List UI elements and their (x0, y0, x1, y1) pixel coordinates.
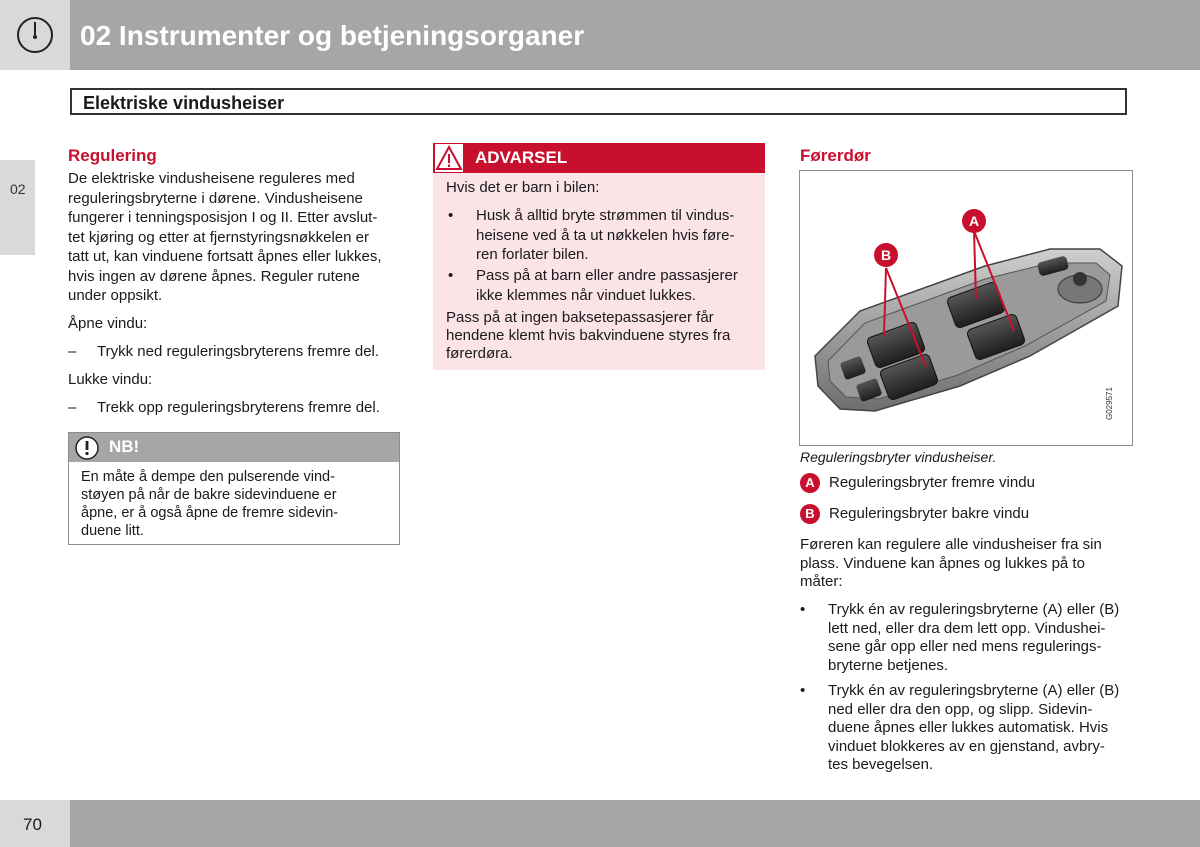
figure-code: G029571 (1105, 387, 1114, 420)
nb-line: duene litt. (81, 523, 144, 539)
warning-bullet-line: heisene ved å ta ut nøkkelen hvis føre- (476, 226, 735, 244)
footer-bar (70, 800, 1200, 847)
warning-bullet-line: ren forlater bilen. (476, 246, 589, 263)
bullet-marker: • (448, 207, 454, 224)
warning-label: ADVARSEL (475, 148, 568, 167)
bullet-marker: • (800, 682, 806, 699)
warning-triangle-icon (435, 144, 463, 172)
intro-line: De elektriske vindusheisene reguleres med (68, 170, 355, 187)
nb-label: NB! (109, 437, 140, 456)
right-bullet-line: ned eller dra den opp, og slipp. Sidevin- (828, 700, 1093, 718)
section-title-box (70, 88, 1127, 115)
dash-marker: – (68, 343, 77, 360)
right-bullet-line: bryterne betjenes. (828, 656, 949, 674)
body-line: plass. Vinduene kan åpnes og lukkes på to (800, 554, 1085, 572)
chapter-title: 02 Instrumenter og betjeningsorganer (80, 20, 585, 51)
info-icon (75, 436, 99, 460)
header-icon-box (0, 0, 70, 70)
intro-line: tatt ut, kan vinduene fortsatt åpnes eller lukkes, (68, 248, 382, 265)
badge-a: A (800, 473, 820, 493)
window-switch-panel-illustration (800, 171, 1132, 445)
regulering-heading: Regulering (68, 146, 157, 165)
right-bullet-line: Trykk én av reguleringsbryterne (A) eller (B) (828, 601, 1120, 618)
chapter-side-tab-label: 02 (10, 181, 26, 197)
warning-outro-line: førerdøra. (446, 345, 513, 362)
warning-box (433, 143, 765, 370)
window-switch-figure (799, 170, 1133, 446)
nb-line: støyen på når de bakre sidevinduene er (81, 487, 337, 503)
forerdor-heading: Førerdør (800, 146, 871, 165)
warning-outro-line: hendene klemt hvis bakvinduene styres fra (446, 327, 731, 344)
callout-b-label: B (880, 247, 892, 263)
right-bullet-line: duene åpnes eller lukkes automatisk. Hvis (828, 719, 1109, 736)
gauge-icon (0, 0, 70, 70)
close-window-step-text: Trekk opp reguleringsbryterens fremre del. (97, 399, 380, 416)
warning-bullet-line: Husk å alltid bryte strømmen til vindus- (476, 207, 735, 224)
right-bullet-line: Trykk én av reguleringsbryterne (A) eller (B) (828, 682, 1120, 699)
intro-line: reguleringsbryterne i dørene. Vindusheisene (68, 189, 363, 207)
page-number: 70 (23, 815, 42, 834)
warning-bullet-line: Pass på at barn eller andre passasjerer (476, 267, 738, 284)
intro-line: fungerer i tenningsposisjon I og II. Etter avslut- (68, 209, 378, 226)
bullet-marker: • (800, 601, 806, 618)
right-bullet-line: vinduet blokkeres av en gjenstand, avbry- (828, 737, 1105, 755)
close-window-label: Lukke vindu: (68, 371, 153, 388)
warning-bullet-line: ikke klemmes når vinduet lukkes. (476, 286, 697, 304)
intro-line: tet kjøring og etter at fjernstyringsnøkkelen er (68, 228, 369, 246)
warning-outro-line: Pass på at ingen baksetepassasjerer får (446, 309, 714, 326)
section-title: Elektriske vindusheiser (83, 93, 285, 113)
warning-intro: Hvis det er barn i bilen: (446, 179, 600, 196)
legend-text: Reguleringsbryter bakre vindu (829, 505, 1030, 522)
bullet-marker: • (448, 267, 454, 284)
intro-line: under oppsikt. (68, 287, 163, 304)
body-line: Føreren kan regulere alle vindusheiser fra sin (800, 536, 1102, 553)
dash-marker: – (68, 399, 77, 416)
nb-line: åpne, er å også åpne de fremre sidevin- (81, 505, 339, 521)
legend-text: Reguleringsbryter fremre vindu (829, 474, 1035, 491)
nb-header (69, 433, 399, 462)
figure-caption: Reguleringsbryter vindusheiser. (800, 449, 997, 465)
nb-line: En måte å dempe den pulserende vind- (81, 469, 335, 485)
right-bullet-line: sene går opp eller ned mens regulerings- (828, 638, 1102, 655)
page-number-box (0, 800, 70, 847)
body-line: måter: (800, 573, 843, 590)
right-bullet-line: lett ned, eller dra dem lett opp. Vindushei- (828, 619, 1106, 637)
right-bullet-line: tes bevegelsen. (828, 756, 934, 773)
intro-line: hvis ingen av dørene åpnes. Reguler rutene (68, 267, 360, 285)
warning-header (433, 143, 765, 173)
nb-note-box (68, 432, 400, 545)
chapter-side-tab (0, 160, 35, 255)
badge-b: B (800, 504, 820, 524)
open-window-label: Åpne vindu: (68, 315, 148, 332)
callout-a-label: A (968, 213, 980, 229)
open-window-step-text: Trykk ned reguleringsbryterens fremre del. (97, 343, 380, 360)
